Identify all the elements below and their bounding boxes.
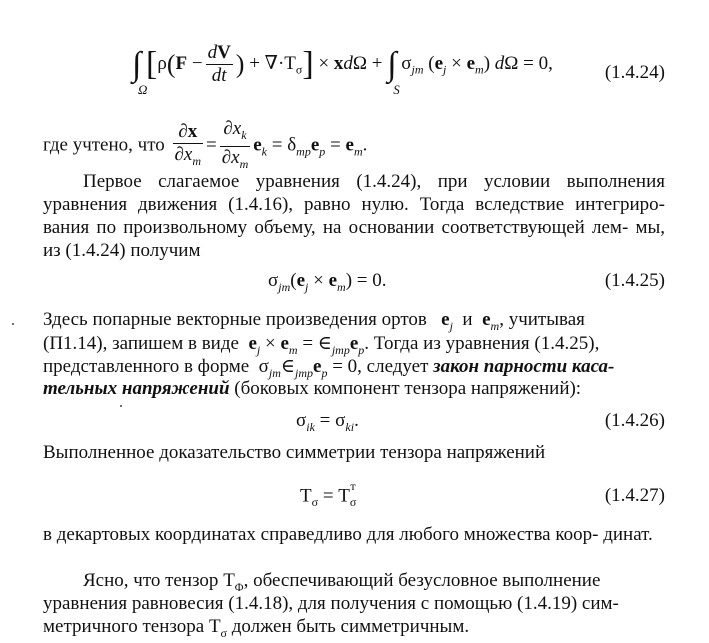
equation-number-1-4-25: (1.4.25): [604, 270, 665, 291]
where-line: где учтено, что $\frac{\partial x}{\partial x_m}$ = $\frac{\partial x_k}{\partial x_m}$ $e_k = \delta_{mp}e_p = e_m$.: [43, 118, 368, 171]
p3-line-1: в декартовых координатах справедливо для любого множества коор-: [43, 524, 599, 545]
p2-line-2: (П1.14), запишем в виде $e_j \times e_m$ = $\in_{jmp}e_p$. Тогда из уравнения (1.4.25),: [43, 333, 600, 357]
equation-1-4-24: ∫ Ω [ρ(F − $\frac{dV}{dt}$ ) + $\nabla\cdot T_\sigma] \times xd\Omega$ + ∫ S $\sigma_{jm}$ $(e_j \times e_m) d\Omega = 0$,: [132, 42, 553, 97]
paragraph-1: [43, 170, 665, 262]
paragraph-3: [43, 523, 665, 546]
p2-line-3: представленного в форме $\sigma_{jm}\in_{jmp}e_p = 0$, следует закон парности каса-: [43, 356, 615, 380]
equation-number-1-4-27: (1.4.27): [604, 485, 665, 506]
p2-line-4: тельных напряжений (боковых компонент тензора напряжений):: [43, 378, 582, 399]
p4-line-3: метричного тензора $T_\sigma$ должен быть симметричным.: [43, 616, 470, 640]
p4-line-2: уравнения равновесия (1.4.18), для получения с помощью (1.4.19) сим-: [43, 593, 619, 614]
p1-line-4: мы, из (1.4.24) получим: [43, 217, 666, 261]
p1-line-1: Первое слагаемое уравнения (1.4.24), при условии выполнения: [83, 171, 665, 192]
equation-1-4-27: $T_\sigma = T_\sigma^т$: [300, 479, 357, 510]
equation-1-4-26: $\sigma_{ik} = \sigma_{ki}$.: [296, 410, 359, 434]
law-term-part-2: тельных напряжений: [43, 378, 230, 399]
equation-number-1-4-24: (1.4.24): [604, 62, 665, 83]
where-prefix: где учтено, что: [43, 134, 165, 156]
scan-speck: [12, 323, 14, 325]
p1-line-2: уравнения движения (1.4.16), равно нулю. Тогда вследствие интегриро-: [43, 194, 665, 215]
scan-speck: [120, 405, 122, 407]
p2-line-1: Здесь попарные векторные произведения ортов $e_j$ и $e_m$, учитывая: [43, 309, 585, 333]
p3-line-2: динат.: [603, 524, 653, 545]
equation-1-4-25: $\sigma_{jm}(e_j \times e_m) = 0$.: [268, 270, 387, 294]
law-term-part-1: закон парности каса-: [433, 356, 615, 377]
p1-line-3: вания по произвольному объему, на основании соответствующей лем-: [43, 217, 629, 238]
p4-line-1: Ясно, что тензор $T_\Phi$, обеспечивающий безусловное выполнение: [83, 570, 601, 594]
proof-line: Выполненное доказательство симметрии тензора напряжений: [43, 442, 546, 463]
equation-number-1-4-26: (1.4.26): [604, 410, 665, 431]
